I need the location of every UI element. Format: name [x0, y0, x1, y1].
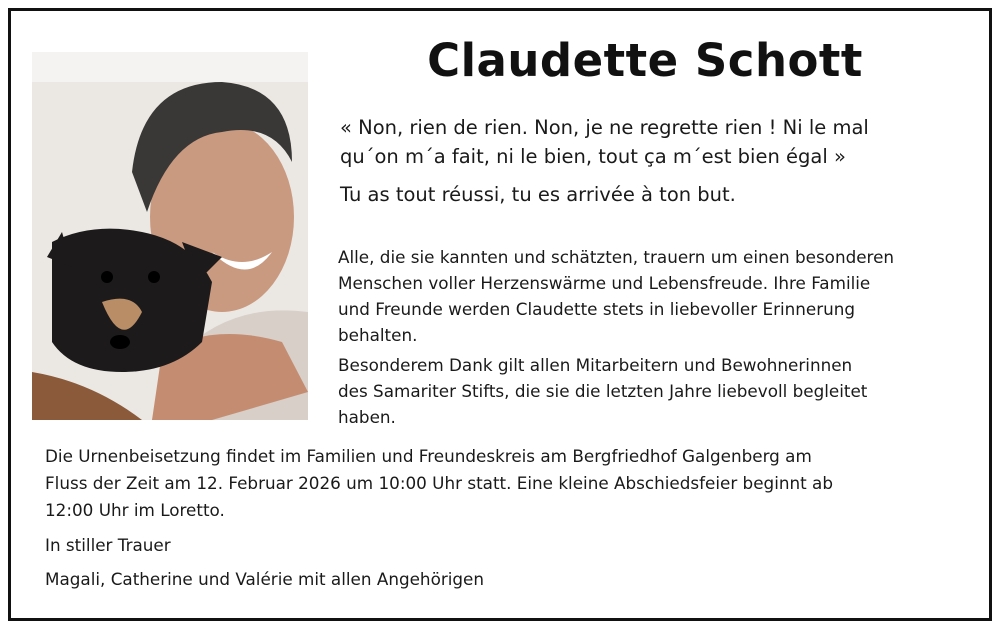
- signature: Magali, Catherine und Valérie mit allen Angehörigen: [45, 569, 485, 589]
- funeral-line: 12:00 Uhr im Loretto.: [45, 500, 225, 520]
- body-line: behalten.: [338, 325, 418, 345]
- funeral-line: Fluss der Zeit am 12. Februar 2026 um 10:00 Uhr statt. Eine kleine Abschiedsfeier beginnt ab: [45, 473, 833, 493]
- body-line: Alle, die sie kannten und schätzten, trauern um einen besonderen: [338, 247, 895, 267]
- body-line: haben.: [338, 407, 396, 427]
- body-line: Besonderem Dank gilt allen Mitarbeitern und Bewohnerinnen: [338, 355, 853, 375]
- tagline: Tu as tout réussi, tu es arrivée à ton but.: [340, 183, 736, 206]
- body-line: Menschen voller Herzenswärme und Lebensfreude. Ihre Familie: [338, 273, 871, 293]
- quote-line: « Non, rien de rien. Non, je ne regrette rien ! Ni le mal: [340, 116, 869, 139]
- funeral-line: Die Urnenbeisetzung findet im Familien und Freundeskreis am Bergfriedhof Galgenberg am: [45, 446, 812, 466]
- portrait-photo: [32, 52, 308, 420]
- body-line: und Freunde werden Claudette stets in liebevoller Erinnerung: [338, 299, 856, 319]
- body-line: des Samariter Stifts, die sie die letzten Jahre liebevoll begleitet: [338, 381, 868, 401]
- mourning-text: In stiller Trauer: [45, 535, 171, 555]
- quote-line: qu´on m´a fait, ni le bien, tout ça m´est bien égal »: [340, 145, 846, 168]
- deceased-name: Claudette Schott: [427, 34, 863, 87]
